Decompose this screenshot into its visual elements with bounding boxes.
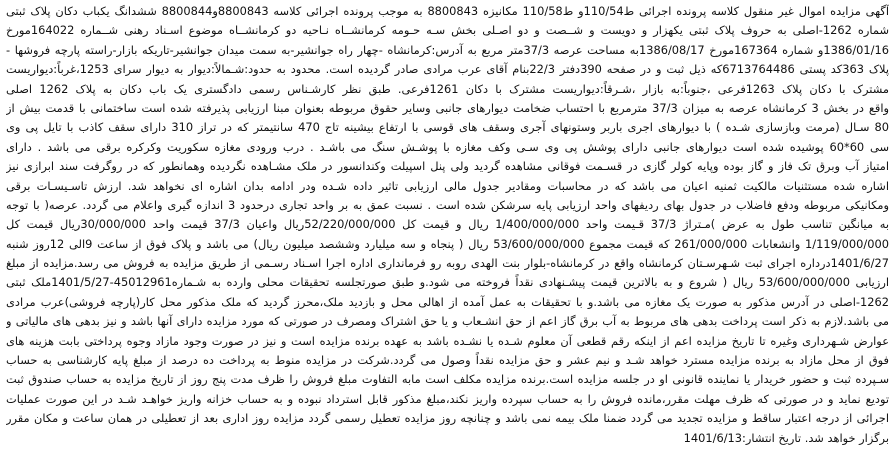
notice-line-22: اجرائی از درجه اعتبار ساقط و مزایده تجدید می گردد ضمنا ملک بیمه نمی باشد و چنانچه روز مزایده تعطیل رسمی گردد مزایده روز اداری بعد از تعطیلی در همان ساعت و مکان مقرر [6, 411, 889, 426]
notice-line-20: سـپرده ثبت و حضور خریدار یا نماینده قانونی او در جلسه مزایده است.برنده مزایده مکلف است مابه التفاوت مبلغ فروش را ظرف مدت پنج روز از تاریخ مزایده به حساب صندوق ثبت [6, 372, 889, 387]
notice-line-13: 1/119/000/000 وانشعابات 261/000/000 که قیمت مجموع 53/600/000/000 ریال ( پنجاه و سه میلیارد وششصد میلیون ریال) می باشد و پلاک فوق از ساعت 9الی 12روز شنبه [6, 236, 889, 251]
notice-line-19: فوق از محل مازاد به برنده مزایده مسترد خواهد شـد و نیم عشر و حق مزایده نقداً وصول می گردد.شرکت در مزایده منوط به پرداخت ده درصد از مبلغ پایه کارشناسی به حساب [6, 353, 889, 368]
notice-line-11: ومکانیکی مربوطه ودفع فاضلاب در جدول بهای ردیفهای واحد ارزیابی پایه سرشکن شده است . نسبت عمق به بر واحد تجاری درحدود 3 اندازه گیری واعلام می گردد. عرصه( با توجه [6, 197, 889, 212]
notice-line-8: سی 60*60 پوشیده شده است دیوارهای جانبی دارای پوشش پی وی سـی وکف مغازه با پوشـش سنگ می باشـد . درب ورودی مغازه سکوریت وکرکره برقی می باشد . دارای [6, 139, 889, 154]
notice-line-10: اشاره شده مستثنیات مالکیت ثمنیه اعیان می باشد که در محاسبات ومقادیر جدول مالی ارزیابی تاثیر داده شـده ودر ادامه بدان اشاره ای نخواهد شد. ارزش تاسـیسـات برقی [6, 178, 889, 193]
notice-line-16: 1262-اصلی در آدرس مذکور به صورت یک مغازه می باشد.و با تحقیقات به عمل آمده از اهالی محل و بازدید ملک،محرز گردید که ملک مذکور محل کار(پارچه فروشی)عرب مرادی [6, 294, 889, 309]
notice-line-23: برگزار خواهد شد. تاریخ انتشار:1401/6/13 [683, 430, 889, 445]
notice-line-12: به میانگین تناسب طول به عرض )مـتراژ 37/3 قـیمت واحد 1/400/000/000 ریال و قیمت کل 52/220/000/000ریال واعیان 37/3 قیمت واحد 30/000/000ریال قیمت کل [6, 217, 889, 232]
notice-line-7: 80 سـال (مرمت وبازسازی شـده ) با دیوارهای اجری باربر وستونهای آجری وسقف های قوسی با ارتفاع بیشینه تاج 470 سانتیمتر که در تراز 310 دارای سقف کاذب با تایل پی وی [6, 120, 889, 135]
notice-line-6: واقع در بخش 3 کرمانشاه عرصه به میزان 37/3 مترمربع با احتساب ضخامت دیوارهای جانبی وسایر حقوق مربوطه بعنوان مبنا ارزیابی پذیرفته شده است ساختمانی با قدمت بیش از [6, 100, 889, 115]
notice-line-5: مشترک با دکان پلاک 1263فرعی ،جنوباً:به بازار ،شـرقاً:دیواریست مشترک با دکان 1261فرعی. طبق نظر کارشـناس رسمی دادگستری یک باب دکان به پلاک 1262 اصلی [6, 81, 889, 96]
notice-line-2: شماره 1262-اصلی به حروف پلاک ثبتی یکهزار و دویست و شــصت و دو اصـلی بخش سـه حـومه کرمانشــاه نـاحیه دو کرمانشــاه موضوع اسـناد رهنی شــماره 164022مورخ [6, 23, 889, 38]
notice-line-18: عوارض شـهرداری وغیره تا تاریخ مزایده اعم از اینکه رقم قطعی آن معلوم شـده یا نشـده باشد به عهده برنده مزایده است و نیز در صورت وجود مازاد وجوه پرداختی بابت هزینه های [6, 333, 889, 348]
notice-line-14: 1401/6/27درداره اجرای ثبت شـهرسـتان کرمانشاه واقع در کرمانشاه-بلوار بنت الهدی روبه رو فرمانداری اداره اجرا اسـناد رسـمی از طریق مزایده به فروش می رسد.مزایده از مبلغ [6, 256, 889, 271]
notice-line-21: تودیع نماید و در صورتی که ظرف مهلت مقرر،مانده فروش را به حساب سپرده واریز نکند،مبلغ مذکور قابل استرداد نبوده و به حساب خزانه واریز خواهـد شـد در این صورت عملیات [6, 391, 889, 406]
notice-line-17: می باشد.لازم به ذکر است پرداخت بدهی های مربوط به آب برق گاز اعم از حق انشـعاب و یا حق اشتراک ومصرف در صورتی که مورد مزایده دارای آنها باشد و نیز بدهی های مالیاتی و [6, 314, 889, 329]
notice-line-4: پلاک 363کد پستی 6713764486که ذیل ثبت و در صفحه 390دفتر 22/3بنام آقای عرب مرادی صادر گردیده است. محدود به حدود:شـمالاً:دیوار به دیوار سرای 1253،غرباً:دیواریست [6, 62, 889, 77]
notice-line-1: آگهی مزایده اموال غیر منقول کلاسه پرونده اجرائی ط110/54و ط110/58 مکانیزه 8800843 به موجب پرونده اجرائی کلاسه 8800843و8800844 ششدانگ یکباب دکان پلاک ثبتی [6, 4, 889, 18]
notice-line-15: ارزیابی 53/600/000/000 ریال ( شروع و به بالاترین قیمت پیشـنهادی نقداً فروخته می شود.و طبق صورتجلسه تحقیقات محلی وارده به شـماره45012961-1401/5/27ملک ثبتی [6, 275, 889, 290]
notice-line-3: 1386/01/16و شماره 167364مورخ 1386/08/17به مساحت عرصه 37/3متر مربع به آدرس:کرمانشاه -چهار راه جوانشیر-به سمت میدان جوانشیر-تاریکه بازار-راسته پارچه فروشها - [6, 42, 889, 57]
notice-line-9: امتیاز آب وبرق تک فاز و گاز بوده وپایه کولر گازی در قسـمت فوقانی مشاهده گردید ولی پنل اسپیلت وکندانسور در ملک مشـاهده نگردیده وهمانطور که در روگرفت سند ابرازی نیز [6, 159, 889, 174]
